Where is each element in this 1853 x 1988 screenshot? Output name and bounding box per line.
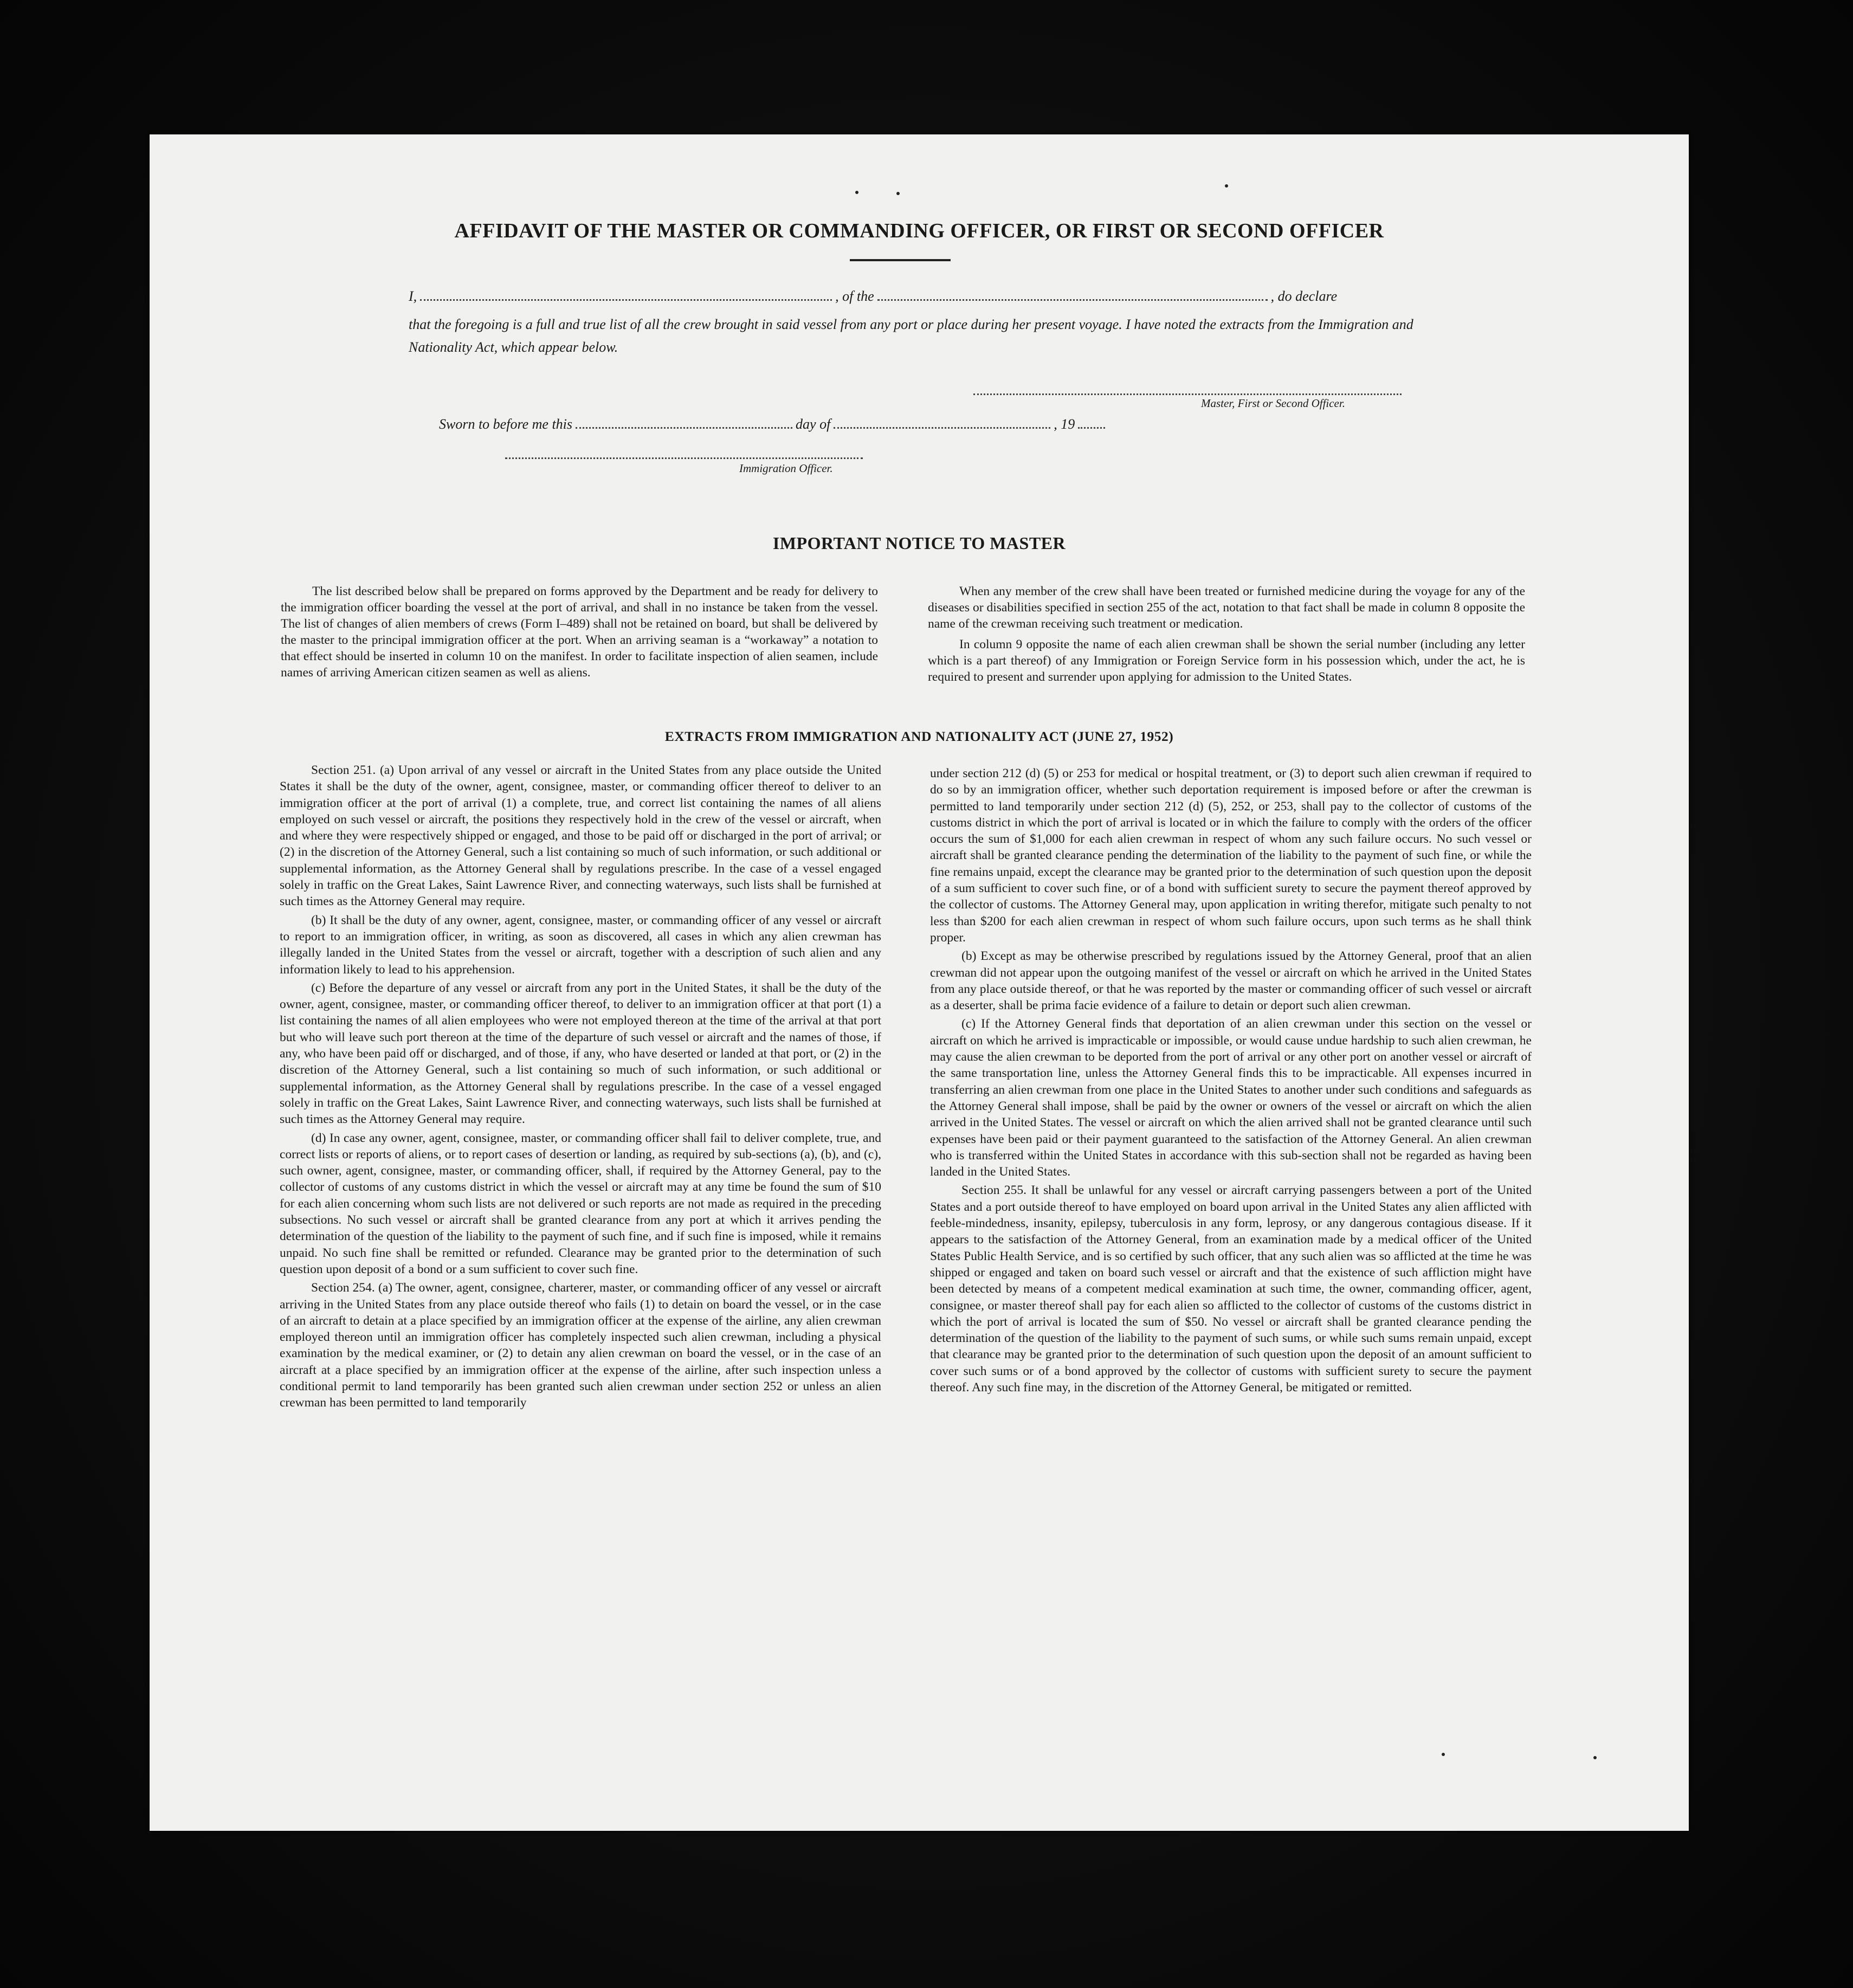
section-paragraph: Section 255. It shall be unlawful for any vessel or aircraft carrying passengers between a port of the United States and a port outside thereof to have employed on board upon arrival in the United States any alien afflicted with feeble-mindedness, insanity, epilepsy, tuberculosis in any form, leprosy, or any dangerous contagious disease. If it appears to the satisfaction of the Attorney General, from an examination made by a medical officer of the United States Public Health Service, and is so certified by such officer, that any such alien was so afflicted at the time he was shipped or engaged and taken on board such vessel or aircraft and that the existence of such affliction might have been detected by means of a competent medical examination at such time, the owner, commanding officer, agent, consignee, or master thereof shall pay for each alien so afflicted to the collector of customs of the customs district in which the port of arrival is located the sum of $50. No vessel or aircraft shall be granted clearance pending the determination of the question of the liability to the payment of such sums, or while such sums remain unpaid, except that clearance may be granted prior to the determination of such question upon the deposit of an amount sufficient to cover such sums or of a bond approved by the collector of customs with sufficient surety to secure the payment thereof. Any such fine may, in the discretion of the Attorney General, be mitigated or remitted. [930,1183,1532,1395]
sworn-day-field[interactable] [576,427,792,429]
notice-paragraph: In column 9 opposite the name of each alien crewman shall be shown the serial number (including any letter which is a part thereof) of any Immigration or Foreign Service form in his possession which, under the act, he is required to present and surrender upon applying for admission to the United States. [928,637,1525,684]
notice-left-column [281,583,878,685]
year-label: , 19 [1054,416,1075,432]
declaration-fill-line [409,288,1455,305]
notice-right-column [928,583,1525,689]
notice-title: IMPORTANT NOTICE TO MASTER [772,533,1066,553]
section-paragraph: (c) Before the departure of any vessel or aircraft from any port in the United States, it shall be the duty of the owner, agent, consignee, master, or commanding officer thereof, to deliver to an immigration officer at that port (1) a list containing the names of all alien employees who were not employed thereon at the time of the arrival at that port but who will leave such port thereon at the time of the departure of such vessel or aircraft and the names of those, if any, who have been paid off or discharged, and of those, if any, who have deserted or landed at that port, or (2) in the discretion of the Attorney General, such a list containing so much of such information, or such additional or supplemental information, as the Attorney General shall by regulations prescribe. In the case of a vessel engaged solely in traffic on the Great Lakes, Saint Lawrence River, and connecting waterways, such lists shall be furnished at such times as the Attorney General may require. [280,980,881,1127]
section-paragraph: (b) It shall be the duty of any owner, agent, consignee, master, or commanding officer of any vessel or aircraft to report to an immigration officer, in writing, as soon as discovered, all cases in which any alien crewman has illegally landed in the United States from the vessel or aircraft, together with a description of such alien and any information likely to lead to his apprehension. [280,913,881,977]
immigration-officer-label: Immigration Officer. [739,462,833,475]
section-paragraph: under section 212 (d) (5) or 253 for medical or hospital treatment, or (3) to deport such alien crewman if required to do so by an immigration officer, whether such deportation requirement is imposed before or after the crewman is permitted to land temporarily under section 212 (d) (5), 252, or 253, shall pay to the collector of customs of the customs district in which the port of arrival is located or in which the failure to comply with the orders of the officer occurs the sum of $1,000 for each alien crewman in respect of whom any such failure occurs. No such vessel or aircraft shall be granted clearance pending the determination of the liability to the payment of such fine, or while the fine remains unpaid, except the clearance may be granted prior to the determination of such question upon the deposit of a sum sufficient to cover such fine, or of a bond with sufficient surety to secure the payment thereof approved by the collector of customs. The Attorney General may, upon application in writing therefor, mitigate such penalty to not less than $200 for each alien crewman in respect of whom such failure occurs, upon such terms as he shall think proper. [930,766,1532,945]
scan-speck [896,192,900,195]
master-signature-label: Master, First or Second Officer. [1201,397,1345,410]
sworn-month-field[interactable] [834,427,1050,429]
scan-speck [1593,1756,1597,1759]
extracts-left-column [280,762,881,1413]
sworn-line [439,416,1108,433]
notice-paragraph: When any member of the crew shall have been treated or furnished medicine during the voyage for any of the diseases or disabilities specified in section 255 of the act, notation to that fact shall be made in column 8 opposite the name of the crewman receiving such treatment or medication. [928,584,1525,631]
of-the-label: , of the [835,288,874,304]
document-page [150,134,1689,1831]
do-declare-label: , do declare [1270,288,1338,304]
scan-speck [855,191,858,194]
scan-speck [1225,184,1228,188]
scan-speck [1442,1753,1445,1756]
title-underline [850,259,951,261]
name-field[interactable] [420,299,832,301]
master-signature-field[interactable] [973,393,1402,395]
sworn-label: Sworn to before me this [439,416,573,432]
extracts-title: EXTRACTS FROM IMMIGRATION AND NATIONALITY ACT (JUNE 27, 1952) [664,728,1174,744]
i-label: I, [409,288,417,304]
section-paragraph: Section 251. (a) Upon arrival of any vessel or aircraft in the United States from any place outside the United States it shall be the duty of the owner, agent, consignee, master, or commanding officer thereof to deliver to an immigration officer at the port of arrival (1) a complete, true, and correct list containing the names of all aliens employed on such vessel or aircraft, the positions they respectively hold in the crew of the vessel or aircraft, when and where they were respectively shipped or engaged, and those to be paid off or discharged in the port of arrival; or (2) in the discretion of the Attorney General, such a list containing so much of such information, or such additional or supplemental information, as the Attorney General shall by regulations prescribe. In the case of a vessel engaged solely in traffic on the Great Lakes, Saint Lawrence River, and connecting waterways, such lists shall be furnished at such times as the Attorney General may require. [280,763,881,909]
extracts-right-column [930,765,1532,1398]
sworn-year-field[interactable] [1078,427,1105,429]
section-paragraph: (c) If the Attorney General finds that deportation of an alien crewman under this section on the vessel or aircraft on which he arrived is impracticable or impossible, or would cause undue hardship to such alien crewman, he may cause the alien crewman to be deported from the port of arrival or any other port on another vessel or aircraft of the same transportation line, unless the Attorney General finds this to be impracticable. All expenses incurred in transferring an alien crewman from one place in the United States to another under such conditions and safeguards as the Attorney General shall impose, shall be paid by the owner or owners of the vessel or aircraft on which the alien arrived in the United States. The vessel or aircraft on which the alien arrived shall not be granted clearance until such expenses have been paid or their payment guaranteed to the satisfaction of the Attorney General. An alien crewman who is transferred within the United States in accordance with this sub-section shall not be regarded as having been landed in the United States. [930,1017,1532,1179]
section-paragraph: (d) In case any owner, agent, consignee, master, or commanding officer shall fail to deliver complete, true, and correct lists or reports of aliens, or to report cases of desertion or landing, as required by sub-sections (a), (b), and (c), such owner, agent, consignee, master, or commanding officer, shall, if required by the Attorney General, pay to the collector of customs of any customs district in which the vessel or aircraft may at any time be found the sum of $10 for each alien concerning whom such lists are not delivered or such reports are not made as required in the preceding subsections. No such vessel or aircraft shall be granted clearance from any port at which it arrives pending the determination of the question of the liability to the payment of such fine, and if such fine is imposed, while it remains unpaid. No such fine shall be remitted or refunded. Clearance may be granted prior to the determination of such question upon deposit of a bond or a sum sufficient to cover such fine. [280,1131,881,1276]
day-of-label: day of [796,416,831,432]
declaration-text: that the foregoing is a full and true list of all the crew brought in said vessel from any port or place during her present voyage. I have noted the extracts from the Immigration and Nationality Act, which appear below. [409,317,1413,355]
section-paragraph: Section 254. (a) The owner, agent, consignee, charterer, master, or commanding officer of any vessel or aircraft arriving in the United States from any place outside thereof who fails (1) to detain on board the vessel, or in the case of an aircraft to detain at a place specified by an immigration officer at the expense of the airline, any alien crewman employed thereon until an immigration officer has completely inspected such alien crewman, including a physical examination by the medical examiner, or (2) to detain any alien crewman on board the vessel, or in the case of an aircraft at a place specified by an immigration officer at the expense of the airline, after such inspection unless a conditional permit to land temporarily has been granted such alien crewman under section 252 or unless an alien crewman has been permitted to land temporarily [280,1281,881,1410]
immigration-officer-signature-field[interactable] [505,457,863,459]
section-paragraph: (b) Except as may be otherwise prescribed by regulations issued by the Attorney General, proof that an alien crewman did not appear upon the outgoing manifest of the vessel or aircraft on which he arrived in the United States from any place outside thereof, or that he was reported by the master or commanding officer of such vessel or aircraft as a deserter, shall be prima facie evidence of a failure to detain or deport such alien crewman. [930,949,1532,1013]
vessel-field[interactable] [877,299,1268,301]
notice-paragraph: The list described below shall be prepared on forms approved by the Department and be ready for delivery to the immigration officer boarding the vessel at the port of arrival, and shall in no instance be taken from the vessel. The list of changes of alien members of crews (Form I–489) shall not be retained on board, but shall be delivered by the master to the principal immigration officer at the port. When an arriving seaman is a “workaway” a notation to that effect should be inserted in column 10 on the manifest. In order to facilitate inspection of alien seamen, include names of arriving American citizen seamen as well as aliens. [281,584,878,680]
affidavit-title: AFFIDAVIT OF THE MASTER OR COMMANDING OFFICER, OR FIRST OR SECOND OFFICER [454,220,1384,242]
